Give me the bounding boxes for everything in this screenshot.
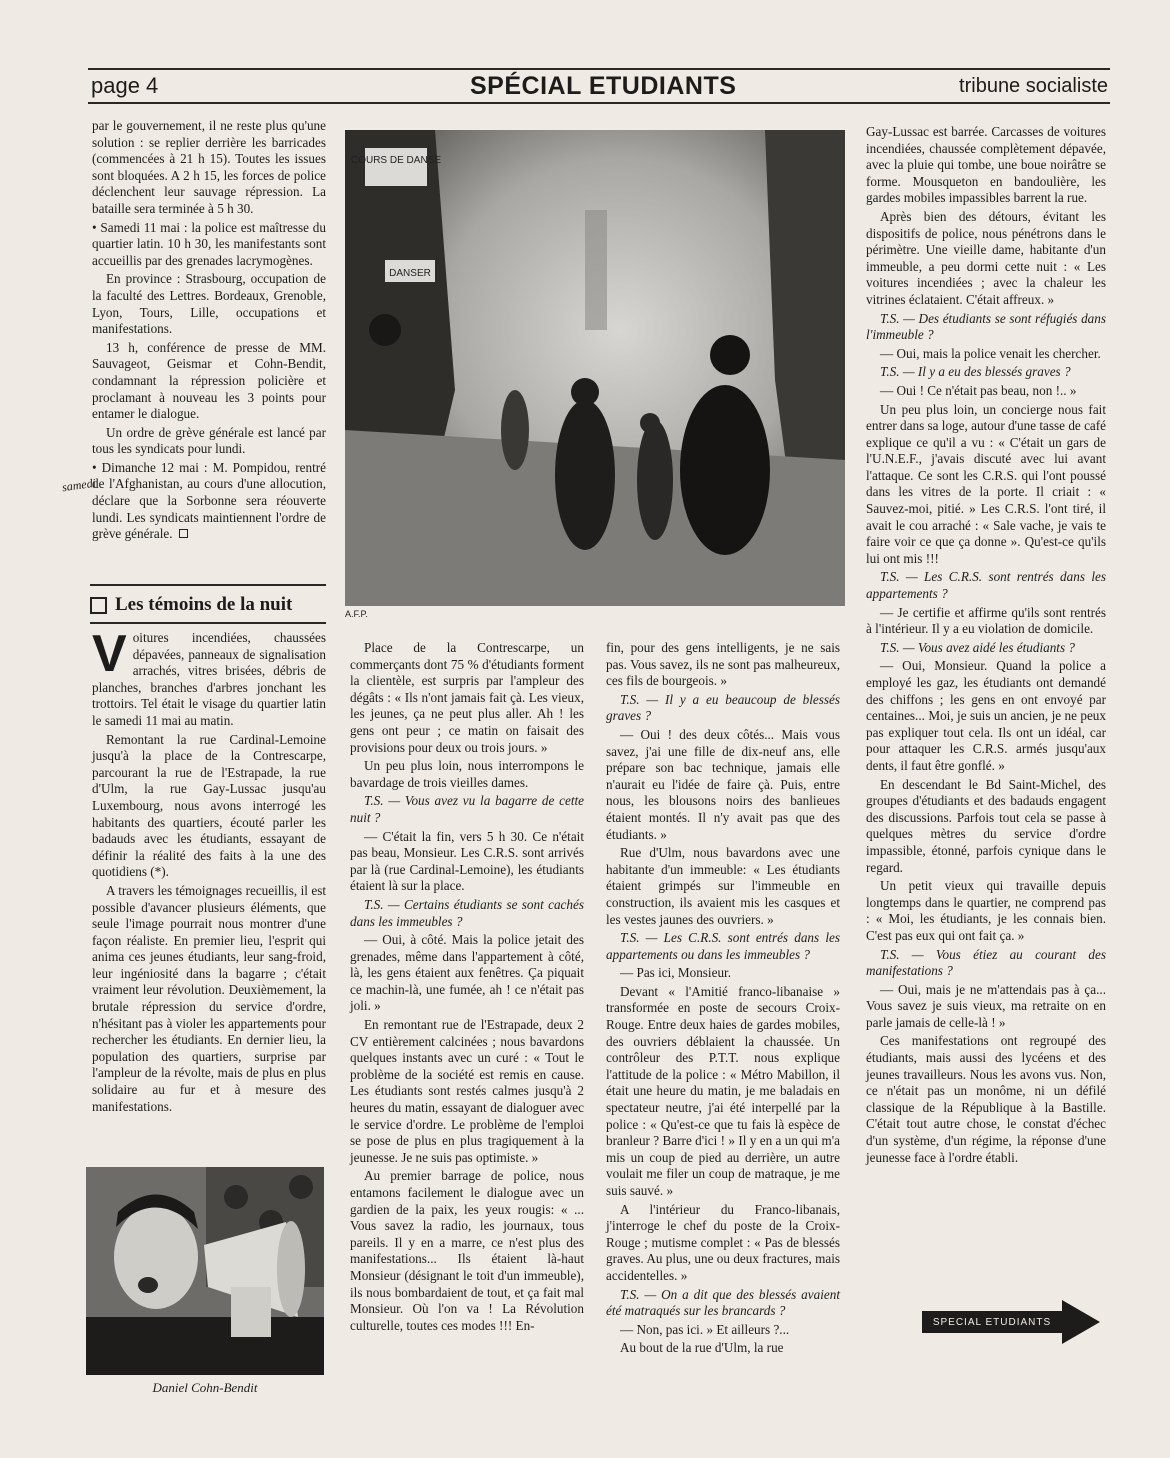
continue-label: SPECIAL ETUDIANTS bbox=[932, 1316, 1052, 1328]
paragraph: A l'intérieur du Franco-libanais, j'interroge le chef du poste de la Croix-Rouge ; mutisme complet : « Pas de blessés graves. Au plus, une ou deux fractures, mais accidentelles. » bbox=[606, 1201, 840, 1283]
paragraph: fin, pour des gens intelligents, je ne sais pas. Vous savez, ils ne sont pas malheureux, ces fils de bourgeois. » bbox=[606, 640, 840, 689]
section-rule bbox=[90, 584, 326, 586]
paragraph: par le gouvernement, il ne reste plus qu'une solution : se replier derrière les barricades (commencées à 21 h 15). Toutes les issues sont bloquées. A 2 h 15, les forces de police déclenchent leur sauvage répression. La bataille sera terminée à 5 h 30. bbox=[92, 118, 326, 216]
interview-question: T.S. — Des étudiants se sont réfugiés dans l'immeuble ? bbox=[866, 310, 1106, 343]
interview-question: T.S. — Vous étiez au courant des manifestations ? bbox=[866, 946, 1106, 979]
article-column-5 bbox=[866, 124, 1106, 1314]
publication-name: tribune socialiste bbox=[959, 74, 1108, 97]
continue-banner bbox=[922, 1311, 1062, 1333]
cohn-bendit-photo bbox=[86, 1167, 324, 1375]
paragraph: Devant « l'Amitié franco-libanaise » transformée en poste de secours Croix-Rouge. Entre deux haies de gardes mobiles, des ouvriers déblaient la chaussée. Un contrôleur des P.T.T. nous explique l'attitude de la police : « Métro Mabillon, il était une heure du matin, je me baladais en spectateur neutre, j'ai été interpellé par la police : « Qu'est-ce que tu fais là espèce de branleur ? Barre d'ici ! » Il y en a un qui m'a mis un coup de pied au derrière, un autre voulait me filer un coup de matraque, je me suis sauvé. » bbox=[606, 983, 840, 1198]
paragraph: Ces manifestations ont regroupé des étudiants, mais aussi des lycéens et des jeunes travailleurs. Nous les avons vus. Non, ce n'était pas un monôme, ni un défilé classique de la République à la Bastille. C'était tout autre chose, le constat d'échec d'un système, d'un régime, la réponse d'une jeunesse face à l'ordre établi. bbox=[866, 1033, 1106, 1165]
sign-text: COURS DE DANSE bbox=[350, 155, 442, 166]
paragraph bbox=[92, 625, 326, 730]
article-title: Les témoins de la nuit bbox=[115, 594, 293, 615]
interview-question: T.S. — Il y a eu beaucoup de blessés graves ? bbox=[606, 691, 840, 724]
paragraph: — Oui ! Ce n'était pas beau, non !.. » bbox=[880, 382, 1077, 398]
paragraph: Après bien des détours, évitant les dispositifs de police, nous pénétrons dans le périmètre. Une vieille dame, habitante d'un immeuble, a peu dormi cette nuit : « Les voitures incendiées ; avec la chaleur les vitrines éclataient. C'était affreux. » bbox=[866, 208, 1106, 307]
article-column-3 bbox=[350, 640, 584, 1380]
article-column-1 bbox=[92, 625, 326, 1140]
paragraph: Au premier barrage de police, nous entamons facilement le dialogue avec un gardien de la paix, les yeux rougis: « ... Vous savez la radio, les journaux, tous pareils. Il y en a marre, ce n'est plus des manifestations... Ils étaient là-haut Monsieur (désignant le toit d'un immeuble), ils nous bombardaient de tout, et ça fait mal Monsieur. Où l'on va ! La Révolution culturelle, toutes ces modes !!! En- bbox=[350, 1168, 584, 1333]
paragraph: 13 h, conférence de presse de MM. Sauvageot, Geismar et Cohn-Bendit, condamnant la répression policière et proclamant à nouveau les 3 points pour entamer le dialogue. bbox=[92, 339, 326, 422]
interview-question: T.S. — Vous avez aidé les étudiants ? bbox=[880, 639, 1075, 655]
paragraph-text: • Dimanche 12 mai : M. Pompidou, rentré de l'Afghanistan, au cours d'une allocution, déclare que la Sorbonne sera réouverte lundi. Les syndicats maintiennent l'ordre de grève générale. bbox=[92, 459, 326, 542]
paragraph: — Pas ici, Monsieur. bbox=[620, 965, 731, 981]
paragraph: — Oui, Monsieur. Quand la police a employé les gaz, les étudiants ont demandé des chiffons ; les gens en ont envoyé par centaines... Moi, je suis un ancien, je ne peux pas expliquer tout cela. Ils ont un idéal, car pour attaquer les C.R.S. armés jusqu'aux dents, il faut être gonflé. » bbox=[866, 658, 1106, 773]
paragraph: • Samedi 11 mai : la police est maîtresse du quartier latin. 10 h 30, les manifestants sont accueillis par des grenades lacrymogènes. bbox=[92, 219, 326, 268]
paragraph: A travers les témoignages recueillis, il est possible d'avancer plusieurs éléments, que seule l'image pourrait nous montrer d'une façon réaliste. En premier lieu, l'esprit qui anima ces jeunes étudiants, leur sang-froid, leur ingéniosité dans la bagarre ; c'était vraiment leur révolution. Deuxièmement, la brutale répression du service d'ordre, n'hésitant pas à violer les appartements pour rechercher les étudiants. En dernier lieu, la population des quartiers, surprise par l'ampleur de la révolte, mais de plus en plus solidaire au fur et à mesure des manifestations. bbox=[92, 882, 326, 1114]
paragraph: Un peu plus loin, nous interrompons le bavardage de trois vieilles dames. bbox=[350, 758, 584, 790]
paragraph: En remontant rue de l'Estrapade, deux 2 CV entièrement calcinées ; nous bavardons quelques instants avec un curé : « Tout le problème de la société est remis en cause. Les étudiants sont restés calmes jusqu'à 2 heures du matin, essayant de dialoguer avec le service d'ordre. Le problème de l'emploi se pose de plus en plus tragiquement à la jeunesse. Je ne suis pas optimiste. » bbox=[350, 1017, 584, 1165]
paragraph-text: oitures incendiées, chaussées dépavées, panneaux de signalisation arrachés, vitres brisées, débris de planches, branches d'arbres jonchant les trottoirs. Tel était le visage du quartier latin le samedi 11 mai au matin. bbox=[92, 630, 326, 728]
photo-credit: A.F.P. bbox=[345, 609, 368, 619]
interview-question: T.S. — Vous avez vu la bagarre de cette nuit ? bbox=[350, 793, 584, 825]
dance-sign bbox=[365, 148, 427, 186]
paragraph: Un peu plus loin, un concierge nous fait entrer dans sa loge, autour d'une tasse de café explique ce qu'il a vu : « C'était un gars de l'U.N.E.F., j'avais discuté avec lui avant l'attaque. Ce sont les C.R.S. qui l'ont poussé dans les vitres de la porte. Il criait : « Sauvez-moi, pitié. » Les C.R.S. l'ont tiré, il avait le cou arraché : « Sale vache, je vais te faire voir ce que ça donne ». Qu'est-ce qu'ils lui ont mis !!! bbox=[866, 401, 1107, 566]
interview-question: T.S. — Certains étudiants se sont cachés dans les immeubles ? bbox=[350, 896, 584, 929]
paragraph: Rue d'Ulm, nous bavardons avec une habitante d'un immeuble: « Les étudiants étaient grimpés sur l'immeuble en construction, ils avaient mis les casques et les vestes jaunes des ouvriers. » bbox=[606, 845, 840, 927]
interview-question: T.S. — Les C.R.S. sont entrés dans les appartements ou dans les immeubles ? bbox=[606, 930, 840, 962]
interview-question: T.S. — Il y a eu des blessés graves ? bbox=[880, 364, 1071, 380]
drop-cap: V bbox=[92, 625, 127, 683]
paragraph: Place de la Contrescarpe, un commerçants dont 75 % d'étudiants forment la clientèle, est surpris par l'ampleur des dégâts : « Ils n'ont jamais fait çà. Les vieux, les jeunes, ça ne peut plus aller. Ah ! les gens ont peur ; ce matin on faisait des provisions pour deux ou trois jours. » bbox=[350, 640, 584, 755]
paragraph: Remontant la rue Cardinal-Lemoine jusqu'à la place de la Contrescarpe, parcourant la rue de l'Estrapade, la rue d'Ulm, la rue Gay-Lussac jusqu'au Luxembourg, nous avons interrogé les habitants des quartiers, écouté parler les badauds avec les étudiants, essayant de définir la réalité des faits à la une des quotidiens (*). bbox=[92, 731, 326, 880]
sign-text: DANSER bbox=[389, 268, 431, 279]
paragraph: Un petit vieux qui travaille depuis longtemps dans le quartier, ne comprend pas : « Moi, les étudiants, je les connais bien. C'est pas eux qui ont fait ça. » bbox=[866, 878, 1106, 943]
chronology-column bbox=[92, 118, 326, 558]
paragraph: — Je certifie et affirme qu'ils sont rentrés à l'intérieur. Il y a eu violation de domicile. bbox=[866, 604, 1106, 637]
header-rule-bottom bbox=[88, 102, 1110, 104]
photo-caption: Daniel Cohn-Bendit bbox=[152, 1380, 258, 1395]
paragraph: Un ordre de grève générale est lancé par tous les syndicats pour lundi. bbox=[92, 424, 326, 457]
article-column-4 bbox=[606, 640, 840, 1380]
paragraph bbox=[92, 460, 326, 543]
heading-square-icon bbox=[90, 597, 107, 614]
article-heading bbox=[90, 592, 326, 618]
paragraph: En province : Strasbourg, occupation de la faculté des Lettres. Bordeaux, Grenoble, Lyon, Tours, Lille, occupations et manifestations. bbox=[92, 271, 326, 337]
section-rule bbox=[90, 622, 326, 624]
handwritten-note: samedi bbox=[61, 475, 97, 495]
street-clash-photo-image bbox=[345, 130, 845, 606]
paragraph: — Oui, à côté. Mais la police jetait des grenades, même dans l'appartement à côté, là, les gens étaient aux fenêtres. Ça piquait ce machin-là, une fumée, ah ! ce n'était pas joli. » bbox=[350, 932, 584, 1014]
cohn-bendit-photo-image bbox=[86, 1167, 324, 1375]
end-mark-icon bbox=[179, 529, 188, 538]
paragraph: En descendant le Bd Saint-Michel, des groupes d'étudiants et des badauds engagent des discussions. Parfois tout cela se passe à quelques mètres du service d'ordre impassible, étonné, parfois cynique dans le regard. bbox=[866, 776, 1106, 875]
paragraph: — Non, pas ici. » Et ailleurs ?... bbox=[620, 1321, 790, 1337]
interview-question: T.S. — Les C.R.S. sont rentrés dans les appartements ? bbox=[866, 569, 1106, 602]
arrow-right-icon bbox=[1062, 1300, 1100, 1344]
paragraph: Au bout de la rue d'Ulm, la rue bbox=[620, 1340, 784, 1356]
page-number: page 4 bbox=[91, 73, 159, 98]
paragraph: Gay-Lussac est barrée. Carcasses de voitures incendiées, chaussée complètement dépavée, avec la pluie qui tombe, une boue noirâtre se forme. Mousqueton en bandoulière, les gardes mobiles impassibles barrent la rue. bbox=[866, 124, 1106, 206]
paragraph: — Oui, mais la police venait les chercher. bbox=[880, 345, 1101, 361]
interview-question: T.S. — On a dit que des blessés avaient été matraqués sur les brancards ? bbox=[606, 1286, 840, 1319]
paragraph: — Oui, mais je ne m'attendais pas à ça... Vous savez je suis vieux, ma retraite on en parle jamais de celle-là ! » bbox=[866, 981, 1106, 1030]
paragraph: — Oui ! des deux côtés... Mais vous savez, j'ai une fille de dix-neuf ans, elle prépare son bac technique, jamais elle n'aurait eu l'idée de faire çà. Puis, entre nous, les blousons noirs des banlieues étaient montés. Il n'y avait pas que des étudiants. » bbox=[606, 726, 840, 842]
street-clash-photo bbox=[345, 130, 845, 606]
paragraph: — C'était la fin, vers 5 h 30. Ce n'était pas beau, Monsieur. Les C.R.S. sont arrivés par là (rue Cardinal-Lemoine), les étudiants étaient là sur la place. bbox=[350, 828, 584, 894]
section-header-title: SPÉCIAL ETUDIANTS bbox=[470, 71, 737, 100]
